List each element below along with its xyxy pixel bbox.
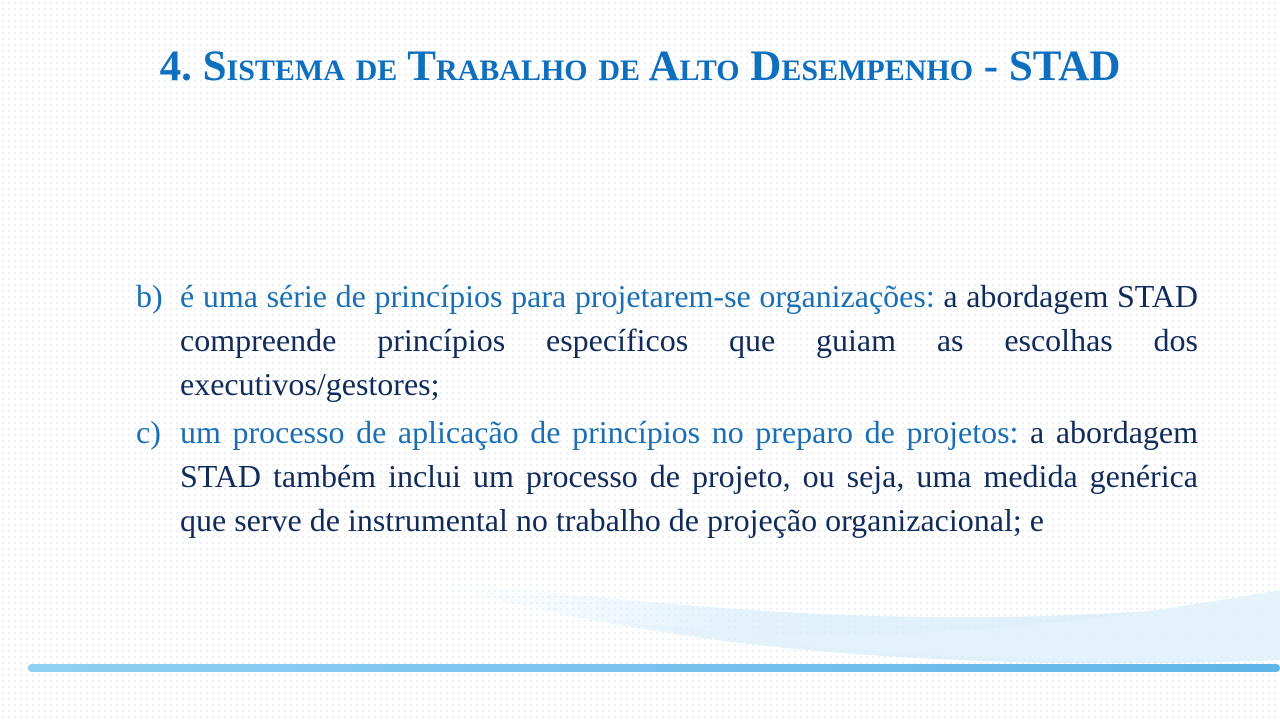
- list-item-text: [180, 274, 1198, 406]
- list-marker: c): [136, 414, 161, 450]
- list-item-text: [180, 410, 1198, 542]
- list-item-c: [136, 410, 1198, 542]
- list-marker: b): [136, 278, 163, 314]
- list-item-body: a abordagem STAD também inclui um processo de projeto, ou seja, uma medida genérica que serve de instrumental no trabalho de projeção organizacional; e: [180, 414, 1199, 538]
- decorative-wave-background: [0, 560, 1280, 720]
- slide-title: 4. Sistema de Trabalho de Alto Desempenho - STAD: [159, 43, 1121, 90]
- accent-line: [28, 664, 1280, 672]
- list-item-body: a abordagem STAD compreende princípios específicos que guiam as escolhas dos executivos/gestores;: [180, 278, 1199, 402]
- list-item-b: [136, 274, 1198, 406]
- list-item-lead: é uma série de princípios para projetarem-se organizações:: [180, 278, 935, 314]
- list-item-lead: um processo de aplicação de princípios no preparo de projetos:: [180, 414, 1019, 450]
- content-list: [136, 274, 1198, 546]
